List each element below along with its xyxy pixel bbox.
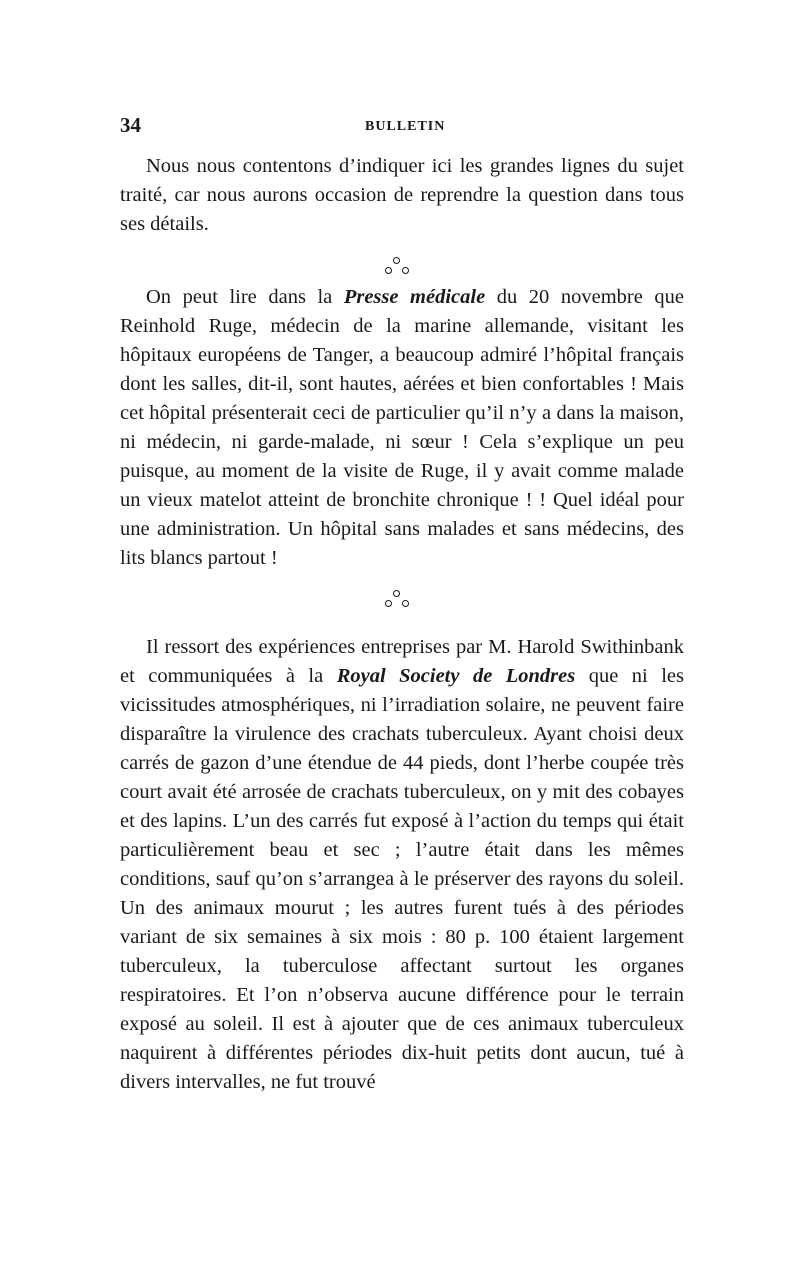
asterism-dot-icon xyxy=(385,600,392,607)
asterism-dot-icon xyxy=(402,267,409,274)
asterism-dot-icon xyxy=(393,590,400,597)
page-number: 34 xyxy=(120,113,141,137)
paragraph-3 xyxy=(120,633,684,1097)
paragraph-3-text-start: Il ressort des expériences entreprises par M. Harold Swithinbank et communiquées à la xyxy=(120,636,684,687)
paragraph-2-text-start: On peut lire dans la xyxy=(146,286,344,308)
asterism-divider-1 xyxy=(378,255,418,279)
paragraph-2 xyxy=(120,283,684,573)
paragraph-1 xyxy=(120,152,684,239)
paragraph-2-journal-title: Presse médicale xyxy=(343,286,486,308)
paragraph-1-text: Nous nous contentons d’indiquer ici les grandes lignes du sujet traité, car nous aurons occasion de reprendre la question dans tous ses détails. xyxy=(120,155,684,235)
asterism-dot-icon xyxy=(402,600,409,607)
page-header xyxy=(120,113,684,143)
paragraph-3-text-rest: que ni les vicissitudes atmosphériques, ni l’irradiation solaire, ne peuvent faire disparaître la virulence des crachats tuberculeux. Ayant choisi deux carrés de gazon d’une étendue de 44 pieds, dont l’herbe coupée très court avait été arrosée de crachats tuberculeux, on y mit des cobayes et des lapins. L’un des carrés fut exposé à l’action du temps qui était particulièrement beau et sec ; l’autre était dans les mêmes conditions, sauf qu’on s’arrangea à le préserver des rayons du soleil. Un des animaux mourut ; les autres furent tués à des périodes variant de six semaines à six mois : 80 p. 100 étaient largement tuberculeux, la tuberculose affectant surtout les organes respiratoires. Et l’on n’observa aucune différence pour le terrain exposé au soleil. Il est à ajouter que de ces animaux tuberculeux naquirent à différentes périodes dix-huit petits dont aucun, tué à divers intervalles, ne fut trouvé xyxy=(120,665,684,1093)
paragraph-2-text-rest: du 20 novembre que Reinhold Ruge, médecin de la marine allemande, visitant les hôpitaux européens de Tanger, a beaucoup admiré l’hôpital français dont les salles, dit-il, sont hautes, aérées et bien confortables ! Mais cet hôpital présenterait ceci de particulier qu’il n’y a dans la maison, ni médecin, ni garde-malade, ni sœur ! Cela s’explique un peu puisque, au moment de la visite de Ruge, il y avait comme malade un vieux matelot atteint de bronchite chronique ! ! Quel idéal pour une administration. Un hôpital sans malades et sans médecins, des lits blancs partout ! xyxy=(120,286,684,569)
asterism-dot-icon xyxy=(393,257,400,264)
paragraph-3-society-name: Royal Society de Londres xyxy=(336,665,576,687)
asterism-divider-2 xyxy=(378,588,418,612)
asterism-dot-icon xyxy=(385,267,392,274)
running-title: BULLETIN xyxy=(365,119,446,134)
